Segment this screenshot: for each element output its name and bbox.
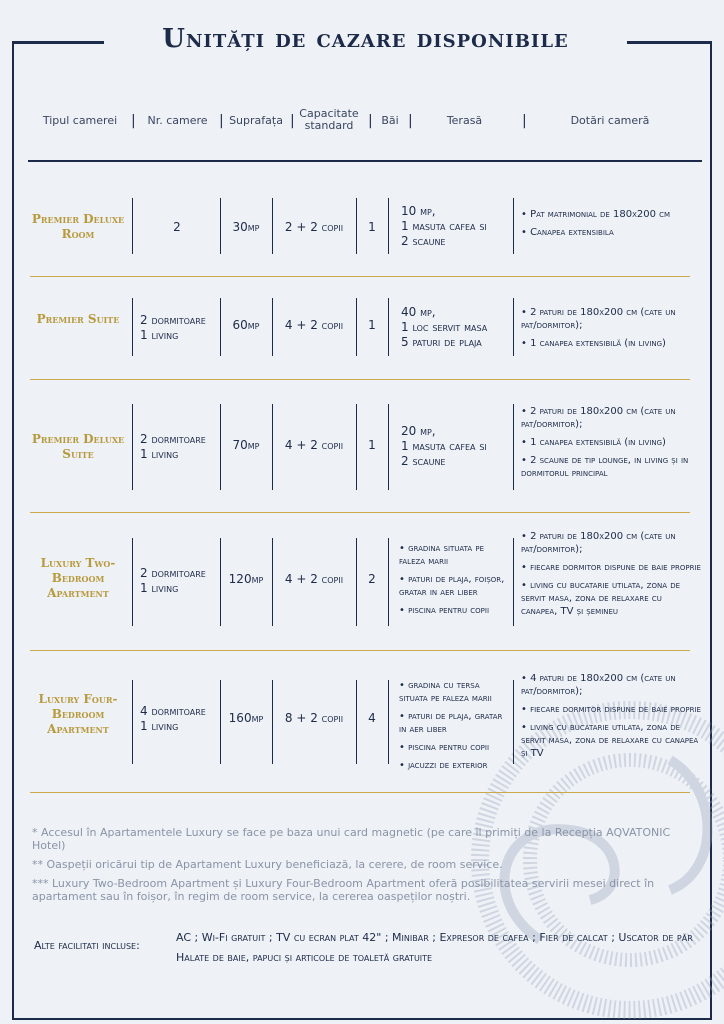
- header-capacitate: Capacitate standard: [299, 107, 359, 132]
- row-title: Premier Deluxe Suite: [31, 432, 125, 461]
- row-title: Premier Suite: [36, 312, 120, 326]
- column-divider: [132, 404, 133, 490]
- row-divider: [30, 379, 690, 380]
- nr-line: 4 dormitoare: [140, 704, 206, 718]
- terrace-line: 20 mp,: [401, 424, 436, 438]
- terrace-line: • paturi de plaja, foișor, gratar in aer liber: [399, 574, 505, 598]
- amenity-item: • 2 paturi de 180x200 cm (cate un pat/dormitor);: [521, 531, 676, 555]
- terrace-line: • gradina situata pe faleza marii: [399, 543, 485, 567]
- nr-line: 1 living: [140, 328, 179, 342]
- row-area: 160mp: [228, 711, 264, 725]
- amenity-item: • Canapea extensibila: [521, 227, 614, 238]
- amenity-item: • living cu bucatarie utilata, zona de servit masa, zona de relaxare cu canapea, TV și șemineu: [521, 580, 681, 617]
- column-divider: [132, 298, 133, 356]
- header-sep: |: [368, 113, 373, 129]
- footnote: *** Luxury Two-Bedroom Apartment și Luxury Four-Bedroom Apartment oferă posibilitatea servirii mesei direct în apartament sau în foișor, în regim de room service, la cererea oaspeților noștri.: [32, 877, 655, 903]
- facilities-line: Halate de baie, papuci și articole de toaletă gratuite: [176, 951, 433, 964]
- row-capacity: 8 + 2 copii: [284, 711, 344, 725]
- amenity-item: • 4 paturi de 180x200 cm (cate un pat/dormitor);: [521, 673, 676, 697]
- row-nr: [140, 566, 220, 596]
- terrace-line: • gradina cu tersa situata pe faleza marii: [399, 680, 492, 704]
- frame-top-right: [627, 41, 712, 44]
- row-divider: [30, 792, 690, 793]
- row-capacity: 4 + 2 copii: [284, 438, 344, 452]
- row-amenities: [521, 208, 701, 244]
- terrace-line: • jacuzzi de exterior: [399, 760, 488, 771]
- terrace-line: 2 scaune: [401, 234, 446, 248]
- row-terrace: [401, 305, 511, 350]
- header-dotari: Dotări cameră: [570, 114, 650, 127]
- column-divider: [356, 404, 357, 490]
- nr-line: 2 dormitoare: [140, 566, 206, 580]
- amenity-item: • 2 scaune de tip lounge, in living și in dormitorul principal: [521, 455, 689, 479]
- terrace-line: 40 mp,: [401, 305, 436, 319]
- nr-line: 2 dormitoare: [140, 313, 206, 327]
- column-divider: [220, 680, 221, 764]
- column-divider: [272, 298, 273, 356]
- row-divider: [30, 650, 690, 651]
- column-divider: [220, 198, 221, 254]
- row-baths: 4: [368, 711, 376, 725]
- row-capacity: 2 + 2 copii: [284, 220, 344, 234]
- column-divider: [220, 538, 221, 626]
- row-area: 70mp: [232, 438, 260, 452]
- row-title: Luxury Four-Bedroom Apartment: [38, 692, 118, 736]
- terrace-line: 10 mp,: [401, 204, 436, 218]
- column-divider: [272, 680, 273, 764]
- terrace-line: 2 scaune: [401, 454, 446, 468]
- footnote: * Accesul în Apartamentele Luxury se face pe baza unui card magnetic (pe care îl primiți de la Recepția AQVATONIC Hotel): [32, 826, 671, 852]
- row-area: 30mp: [232, 220, 260, 234]
- facilities-label: Alte facilitati incluse:: [34, 939, 140, 952]
- row-terrace: [399, 542, 511, 622]
- amenity-item: • 1 canapea extensibilă (in living): [521, 437, 666, 448]
- row-amenities: [521, 405, 701, 485]
- column-divider: [388, 538, 389, 626]
- column-divider: [132, 680, 133, 764]
- header-tip: Tipul camerei: [42, 114, 118, 127]
- column-divider: [356, 680, 357, 764]
- amenity-item: • Pat matrimonial de 180x200 cm: [521, 209, 671, 220]
- terrace-line: • piscina pentru copii: [399, 742, 490, 753]
- column-divider: [356, 198, 357, 254]
- nr-line: 1 living: [140, 447, 179, 461]
- column-divider: [356, 298, 357, 356]
- row-title: Premier Deluxe Room: [31, 212, 125, 241]
- terrace-line: 1 masuta cafea si: [401, 219, 487, 233]
- row-baths: 2: [368, 572, 376, 586]
- column-divider: [388, 298, 389, 356]
- row-amenities: [521, 306, 701, 355]
- amenity-item: • living cu bucatarie utilata, zona de servit masa, zona de relaxare cu canapea și TV: [521, 722, 699, 759]
- footnotes: [32, 826, 698, 909]
- column-divider: [513, 198, 514, 254]
- row-nr: 2: [173, 220, 181, 234]
- facilities-line: AC ; Wi-Fi gratuit ; TV cu ecran plat 42" ; Minibar ; Expresor de cafea ; Fier de calcat ; Uscator de păr: [176, 931, 693, 944]
- row-terrace: [399, 679, 511, 777]
- column-divider: [272, 404, 273, 490]
- column-divider: [513, 404, 514, 490]
- column-divider: [388, 680, 389, 764]
- header-sep: |: [131, 113, 136, 129]
- row-terrace: [401, 204, 511, 249]
- header-divider: [28, 160, 702, 162]
- column-divider: [513, 298, 514, 356]
- column-divider: [220, 404, 221, 490]
- column-divider: [132, 198, 133, 254]
- column-divider: [272, 538, 273, 626]
- amenity-item: • fiecare dormitor dispune de baie proprie: [521, 704, 701, 715]
- header-sep: |: [408, 113, 413, 129]
- column-divider: [388, 404, 389, 490]
- row-area: 120mp: [228, 572, 264, 586]
- header-terasa: Terasă: [446, 114, 483, 127]
- column-divider: [513, 680, 514, 764]
- row-amenities: [521, 530, 701, 623]
- row-amenities: [521, 672, 701, 765]
- row-capacity: 4 + 2 copii: [284, 572, 344, 586]
- nr-line: 2 dormitoare: [140, 432, 206, 446]
- column-divider: [388, 198, 389, 254]
- column-divider: [132, 538, 133, 626]
- amenity-item: • 1 canapea extensibilă (in living): [521, 338, 666, 349]
- terrace-line: • paturi de plaja, gratar in aer liber: [399, 711, 503, 735]
- row-nr: [140, 432, 220, 462]
- nr-line: 1 living: [140, 719, 179, 733]
- column-divider: [513, 538, 514, 626]
- row-area: 60mp: [232, 318, 260, 332]
- nr-line: 1 living: [140, 581, 179, 595]
- row-nr: [140, 704, 220, 734]
- frame-top-left: [12, 41, 104, 44]
- header-nr: Nr. camere: [147, 114, 208, 127]
- header-bai: Băi: [381, 114, 399, 127]
- row-nr: [140, 313, 220, 343]
- column-divider: [220, 298, 221, 356]
- row-baths: 1: [368, 220, 376, 234]
- header-sep: |: [522, 113, 527, 129]
- row-terrace: [401, 424, 511, 469]
- row-capacity: 4 + 2 copii: [284, 318, 344, 332]
- header-suprafata: Suprafața: [229, 114, 283, 127]
- amenity-item: • 2 paturi de 180x200 cm (cate un pat/dormitor);: [521, 406, 676, 430]
- terrace-line: • piscina pentru copii: [399, 605, 490, 616]
- facilities-text: [176, 928, 706, 968]
- row-title: Luxury Two-Bedroom Apartment: [40, 556, 116, 600]
- page-title: Unități de cazare disponibile: [162, 24, 569, 54]
- footnote: ** Oaspeții oricărui tip de Apartament Luxury beneficiază, la cerere, de room service.: [32, 858, 503, 871]
- amenity-item: • 2 paturi de 180x200 cm (cate un pat/dormitor);: [521, 307, 676, 331]
- terrace-line: 1 loc servit masa: [401, 320, 488, 334]
- row-divider: [30, 512, 690, 513]
- row-baths: 1: [368, 438, 376, 452]
- amenity-item: • fiecare dormitor dispune de baie proprie: [521, 562, 701, 573]
- row-divider: [30, 276, 690, 277]
- terrace-line: 1 masuta cafea si: [401, 439, 487, 453]
- header-sep: |: [219, 113, 224, 129]
- column-divider: [272, 198, 273, 254]
- header-sep: |: [290, 113, 295, 129]
- column-divider: [356, 538, 357, 626]
- terrace-line: 5 paturi de plaja: [401, 335, 482, 349]
- row-baths: 1: [368, 318, 376, 332]
